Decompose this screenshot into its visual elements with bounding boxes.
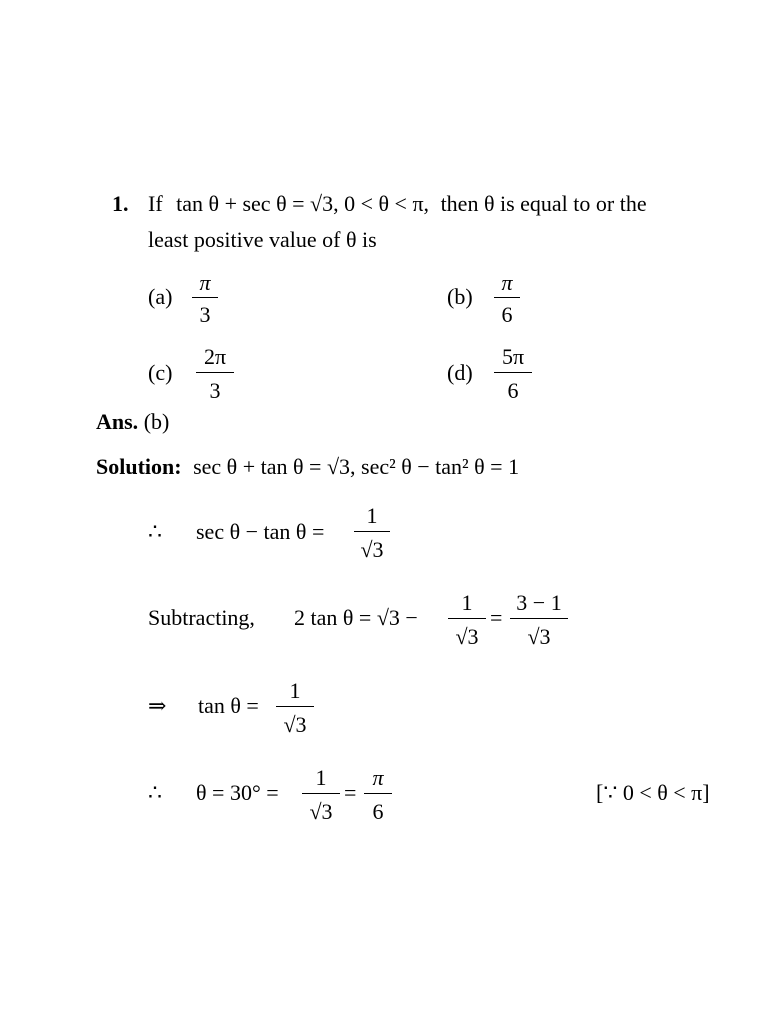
solution-line-1: [96, 456, 519, 478]
fraction-numerator: π: [372, 765, 384, 790]
fraction-numerator: 1: [461, 590, 473, 615]
option-d-label: (d): [447, 360, 473, 385]
question-line-2: least positive value of θ is: [148, 227, 377, 252]
therefore-symbol: ∴: [148, 519, 162, 544]
option-a-label: (a): [148, 284, 173, 309]
fraction-numerator: 1: [315, 765, 327, 790]
implies-symbol: ⇒: [148, 693, 167, 718]
fraction-numerator: π: [501, 270, 513, 295]
question-prefix: If: [148, 191, 163, 216]
step2-equals: =: [490, 605, 503, 630]
fraction-denominator: √3: [309, 799, 333, 824]
step4-equals: =: [344, 780, 357, 805]
step3-lhs: tan θ =: [198, 693, 259, 718]
fraction-numerator: 1: [289, 678, 301, 703]
fraction-numerator: 5π: [501, 344, 525, 369]
fraction-denominator: 6: [501, 302, 513, 327]
answer: [96, 411, 169, 433]
step2-lhs: 2 tan θ = √3 −: [294, 605, 418, 630]
fraction-numerator: 2π: [203, 344, 227, 369]
solution-equations: sec θ + tan θ = √3, sec² θ − tan² θ = 1: [193, 454, 520, 479]
fraction-denominator: 6: [372, 799, 384, 824]
question-line-1: [148, 193, 647, 215]
fraction-denominator: √3: [527, 624, 551, 649]
step1-lhs: sec θ − tan θ =: [196, 519, 325, 544]
fraction-denominator: √3: [360, 537, 384, 562]
step4-reason: [∵ 0 < θ < π]: [596, 780, 710, 805]
answer-label: Ans.: [96, 409, 139, 434]
question-number: 1.: [112, 191, 129, 216]
fraction-numerator: π: [199, 270, 211, 295]
therefore-symbol: ∴: [148, 780, 162, 805]
question-suffix: then θ is equal to or the: [440, 191, 647, 216]
answer-value: (b): [143, 409, 170, 434]
fraction-denominator: 6: [507, 378, 519, 403]
option-c-label: (c): [148, 360, 173, 385]
step4-lhs: θ = 30° =: [196, 780, 279, 805]
fraction-numerator: 3 − 1: [516, 590, 562, 615]
option-b-label: (b): [447, 284, 473, 309]
solution-label: Solution:: [96, 454, 182, 479]
fraction-denominator: √3: [455, 624, 479, 649]
question-condition: tan θ + sec θ = √3, 0 < θ < π,: [176, 191, 430, 216]
fraction-denominator: 3: [199, 302, 211, 327]
fraction-denominator: 3: [209, 378, 221, 403]
fraction-numerator: 1: [366, 503, 378, 528]
step2-prefix: Subtracting,: [148, 605, 255, 630]
fraction-denominator: √3: [283, 712, 307, 737]
